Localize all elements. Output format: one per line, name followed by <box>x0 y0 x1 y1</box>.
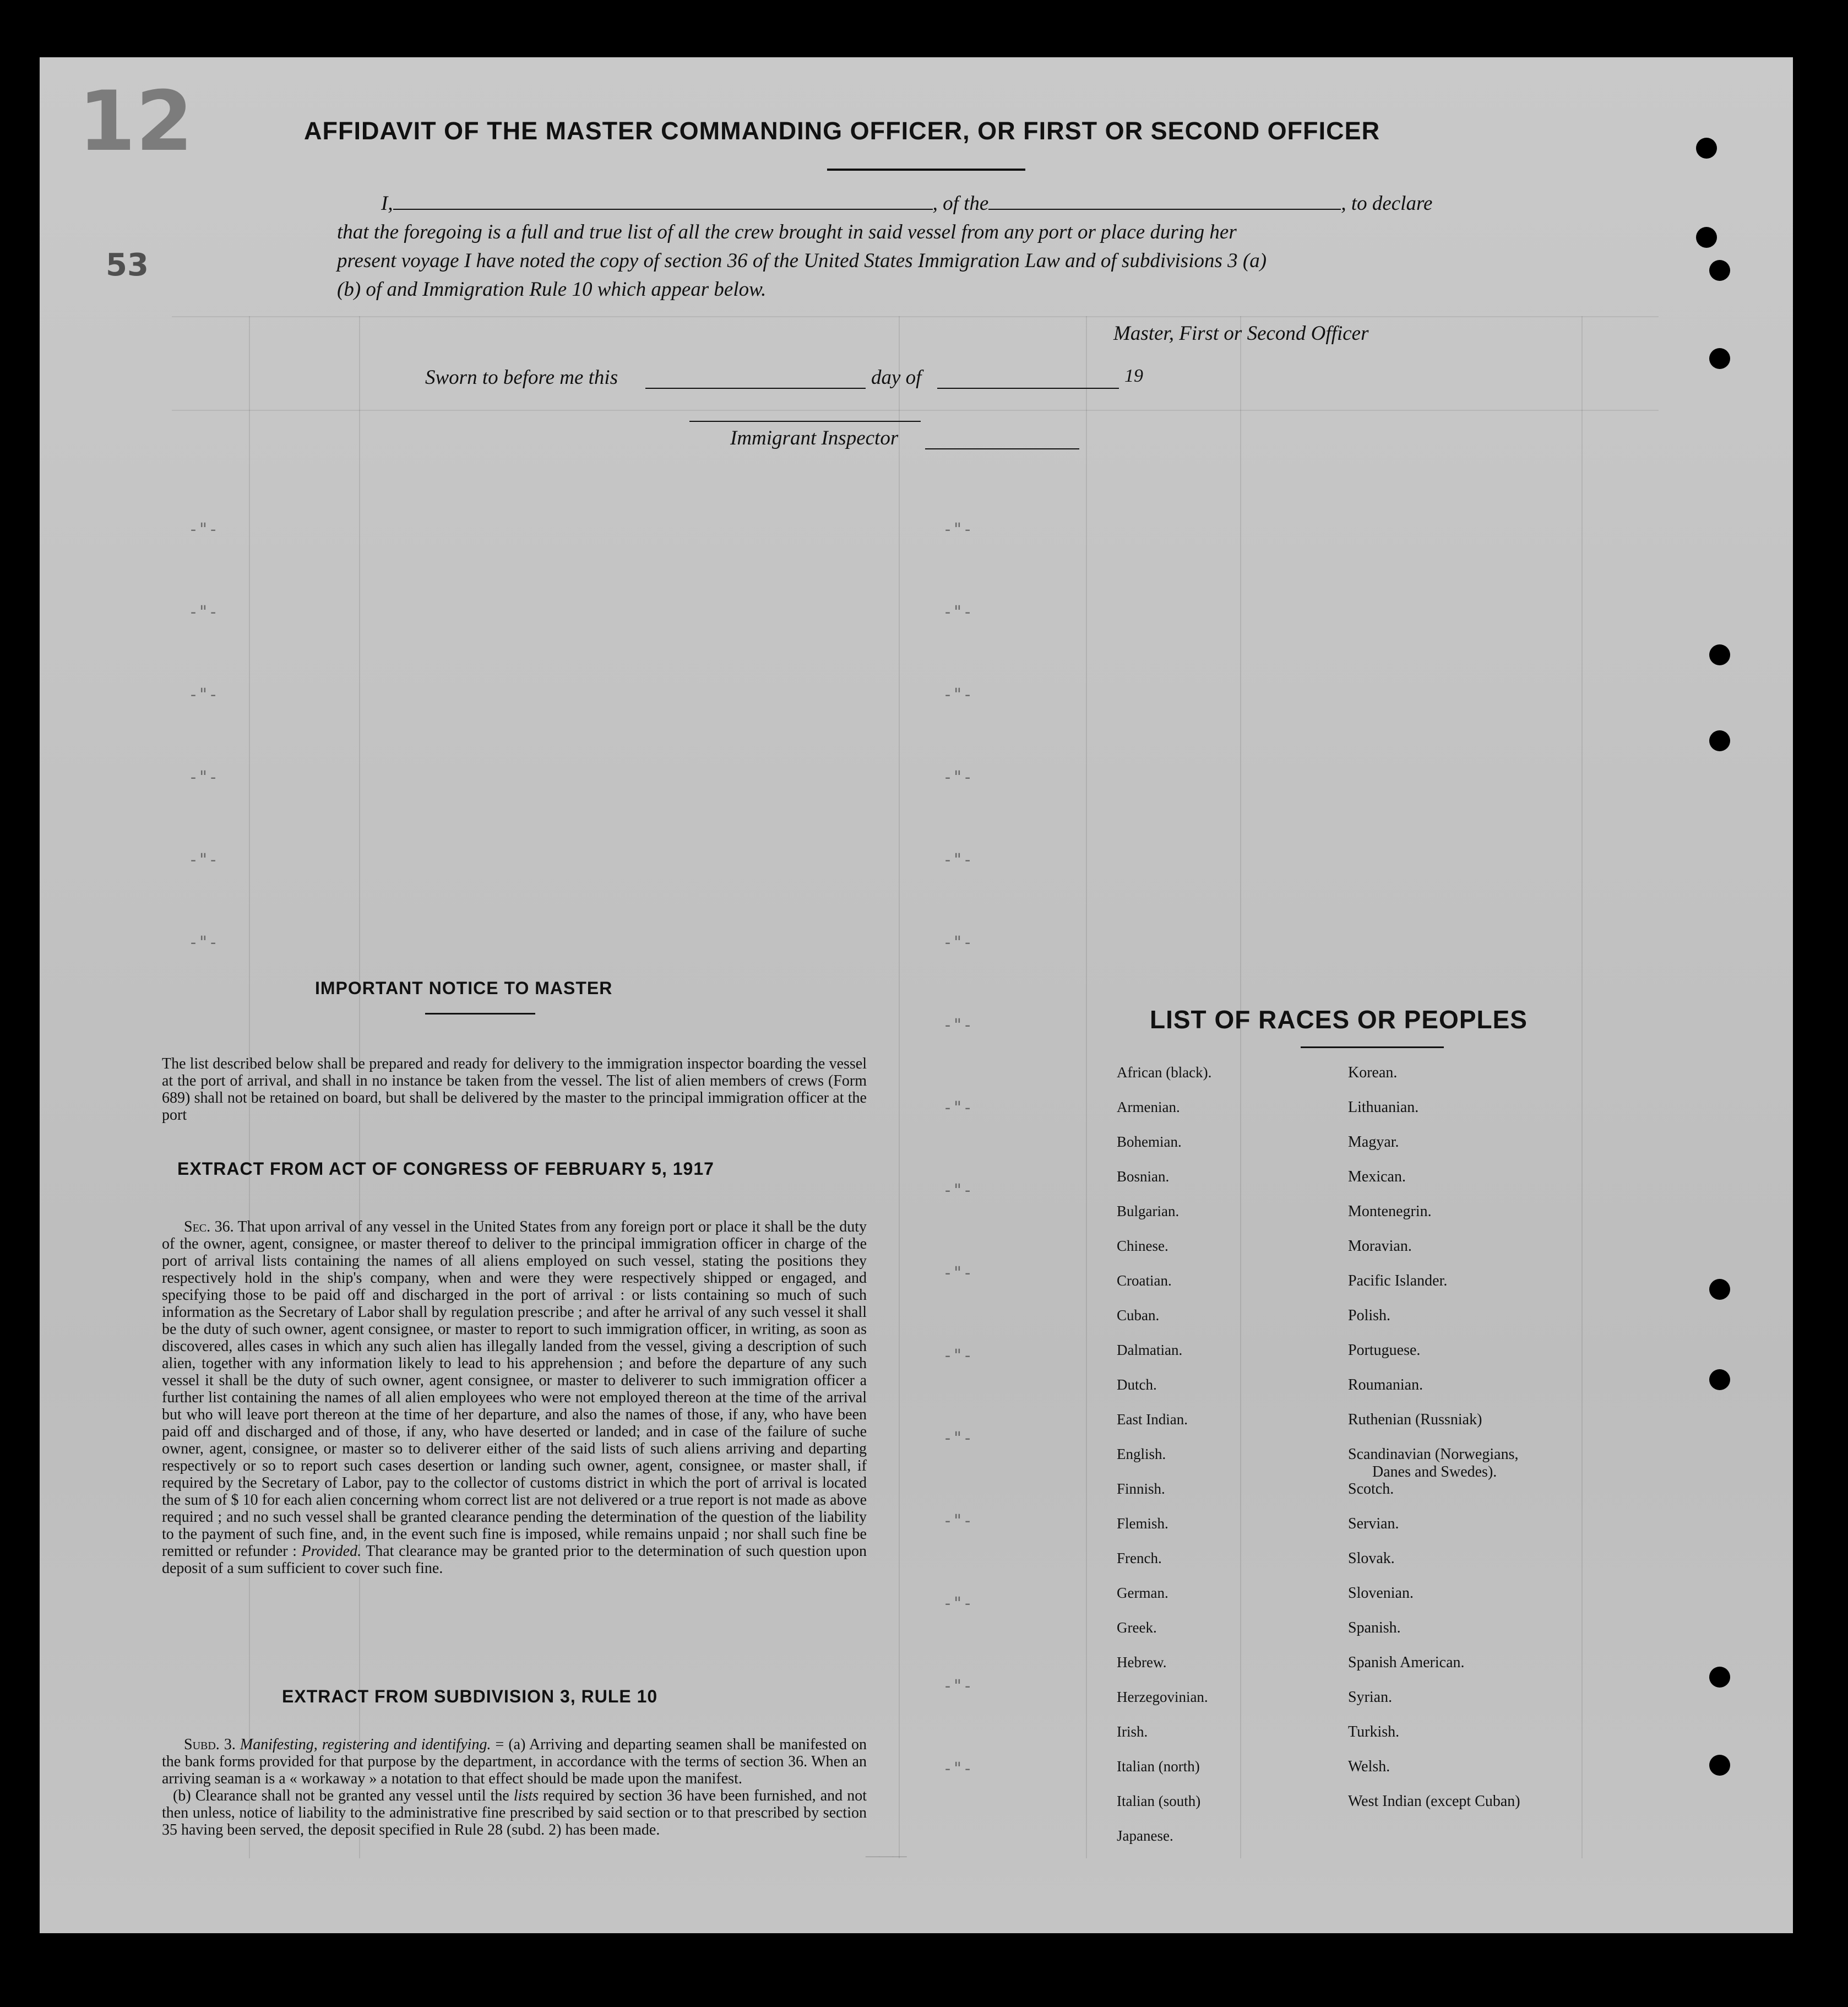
affidavit-to-declare: , to declare <box>1341 192 1433 215</box>
punch-hole <box>1709 644 1730 665</box>
bleed-rule <box>899 316 900 1858</box>
race-item: Bosnian. <box>1117 1168 1170 1185</box>
subd-label: Subd. 3. <box>184 1736 236 1753</box>
ditto-mark: -"- <box>943 1016 973 1035</box>
race-item: Pacific Islander. <box>1348 1272 1448 1289</box>
race-item: Irish. <box>1117 1723 1148 1740</box>
race-item: Slovenian. <box>1348 1585 1414 1602</box>
race-item: Chinese. <box>1117 1238 1168 1254</box>
section-text: That upon arrival of any vessel in the United States from any foreign port or place it shall be the duty of the owner, agent, consignee, or master thereof to deliver to the principal immigration officer in charge of the port of arrival lists containing the names of all aliens employed on such vessel, stating the positions they respectively hold in the ship's company, when and were they were respectively shipped or engaged, and specifying those to be paid off and discharged in the port of arrival : or lists containing so much of such information as the Secretary of Labor shall by regulation prescribe ; and after he arrival of any such vessel it shall be the duty of such owner, agent consignee, or master to report to such immigration officer, in writing, as soon as discovered, alles cases in which any such alien has illegally landed from the vessel, giving a description of such alien, together with any information likely to lead to his apprehension ; and before the departure of any such vessel it shall be the duty of such owner, agent consignee, or master to deliverer to such immigration officer a further list containing the names of all alien employees who were not employed thereon at the time of the arrival but who will leave port thereon at the time of her departure, and also the names of those, if any, who have been paid off and discharged and of those, if any, who have deserted or landed; and in case of the failure of suche owner, agent, consignee, or master so to deliverer either of the said lists of such aliens arriving and departing respectively or so to report such cases desertion or landing such owner, agent, consignee, or master shall, if required by the Secretary of Labor, pay to the collector of customs district in which the port of arrival is located the sum of $ 10 for each alien concerning whom correct list are not delivered or a true report is not made as above required ; and no such vessel shall be granted clearance pending the determination of the question of the liability to the payment of such fine, and, in the event such fine is imposed, while remains unpaid ; nor shall such fine be remitted or refunder : <box>162 1218 867 1560</box>
punch-hole <box>1696 227 1717 248</box>
subd-text-b: Clearance shall not be granted any vessel until the <box>195 1787 509 1804</box>
race-item: African (black). <box>1117 1064 1212 1081</box>
races-title: LIST OF RACES OR PEOPLES <box>1150 1005 1528 1034</box>
affidavit-title: AFFIDAVIT OF THE MASTER COMMANDING OFFICER, OR FIRST OR SECOND OFFICER <box>304 117 1380 145</box>
inspector-label: Immigrant Inspector <box>730 427 899 449</box>
race-item: Roumanian. <box>1348 1376 1423 1393</box>
bleed-rule <box>1086 316 1087 1858</box>
race-item: Spanish American. <box>1348 1654 1465 1671</box>
affidavit-line-4: (b) of and Immigration Rule 10 which appear below. <box>337 278 767 301</box>
ditto-mark: -"- <box>943 1677 973 1696</box>
subd-text-b-rest: required by section 36 have been furnished, and not then unless, notice of liability to the administrative fine prescribed by said section or to that prescribed by section 35 having been served, the deposit specified in Rule 28 (subd. 2) has been made. <box>162 1787 867 1838</box>
ditto-mark: -"- <box>943 768 973 787</box>
ditto-mark: -"- <box>943 850 973 870</box>
affidavit-of-the: , of the <box>932 192 989 215</box>
section-text-end: That clearance may be granted prior to the determination of such question upon deposit of a sum sufficient to cover such fine. <box>162 1543 867 1577</box>
race-item: Scotch. <box>1348 1480 1394 1498</box>
provided-label: Provided. <box>301 1543 362 1560</box>
ditto-mark: -"- <box>943 1759 973 1778</box>
races-underline <box>1301 1046 1444 1048</box>
race-item: Japanese. <box>1117 1827 1173 1844</box>
ditto-mark: -"- <box>943 1346 973 1365</box>
affidavit-i: I, <box>381 192 393 215</box>
race-item: Dalmatian. <box>1117 1342 1183 1358</box>
month-blank <box>937 371 1119 389</box>
race-item: Greek. <box>1117 1619 1157 1636</box>
notice-underline <box>425 1013 535 1015</box>
race-item: Servian. <box>1348 1515 1399 1532</box>
manifest-back-page <box>40 57 1793 1933</box>
race-item: Turkish. <box>1348 1723 1400 1740</box>
ditto-mark: -"- <box>188 933 219 952</box>
ditto-mark: -"- <box>188 850 219 870</box>
bleed-footer: ——— <box>866 1847 907 1864</box>
sworn-day-blank <box>645 371 866 389</box>
race-item: German. <box>1117 1585 1168 1601</box>
affidavit-line-2: that the foregoing is a full and true list of all the crew brought in said vessel from any port or place during her <box>337 221 1237 243</box>
race-item: Flemish. <box>1117 1515 1168 1532</box>
ditto-mark: -"- <box>943 1098 973 1118</box>
race-item: Spanish. <box>1348 1619 1401 1636</box>
race-item: Herzegovinian. <box>1117 1689 1208 1705</box>
inspector-blank <box>925 432 1079 449</box>
title-underline <box>827 169 1025 171</box>
inspector-blank-upper <box>689 404 921 422</box>
act-extract-text <box>162 1218 867 1577</box>
race-item: Cuban. <box>1117 1307 1160 1323</box>
notice-text: The list described below shall be prepared and ready for delivery to the immigration inspector boarding the vessel at the port of arrival, and shall in no instance be taken from the vessel. The list of alien members of crews (Form 689) shall not be retained on board, but shall be delivered by the master to the principal immigration officer at the port <box>162 1055 867 1124</box>
rule-extract-title: EXTRACT FROM SUBDIVISION 3, RULE 10 <box>282 1686 658 1706</box>
punch-hole <box>1709 348 1730 369</box>
punch-hole <box>1709 1667 1730 1688</box>
affidavit-line-1 <box>337 189 1504 218</box>
punch-hole <box>1709 730 1730 751</box>
affidavit-line-3: present voyage I have noted the copy of section 36 of the United States Immigration Law and of subdivisions 3 (a) <box>337 249 1267 272</box>
ditto-mark: -"- <box>188 520 219 539</box>
punch-hole <box>1709 1369 1730 1390</box>
race-item: Italian (north) <box>1117 1758 1200 1775</box>
sworn-label: Sworn to before me this <box>425 366 618 389</box>
race-item: Armenian. <box>1117 1099 1180 1115</box>
punch-hole <box>1696 138 1717 159</box>
signature-label: Master, First or Second Officer <box>1113 322 1369 345</box>
punch-hole <box>1709 1755 1730 1776</box>
ditto-mark: -"- <box>943 1594 973 1613</box>
race-item: Syrian. <box>1348 1689 1393 1706</box>
race-item: Polish. <box>1348 1307 1391 1324</box>
punch-hole <box>1709 1279 1730 1300</box>
ditto-mark: -"- <box>943 603 973 622</box>
race-item: Korean. <box>1348 1064 1398 1081</box>
bleed-rule <box>172 316 1659 317</box>
act-extract-title: EXTRACT FROM ACT OF CONGRESS OF FEBRUARY 5, 1917 <box>177 1159 714 1179</box>
subd-b-label: (b) <box>173 1787 191 1804</box>
race-item: Hebrew. <box>1117 1654 1167 1670</box>
subd-heading: Manifesting, registering and identifying. <box>240 1736 491 1753</box>
race-item: Montenegrin. <box>1348 1203 1432 1220</box>
ditto-mark: -"- <box>943 520 973 539</box>
ditto-mark: -"- <box>943 933 973 952</box>
ditto-mark: -"- <box>188 768 219 787</box>
ditto-mark: -"- <box>943 1263 973 1283</box>
bleed-rule <box>1240 316 1241 1858</box>
race-item: Finnish. <box>1117 1480 1165 1497</box>
race-item: Slovak. <box>1348 1550 1395 1567</box>
race-item: Portuguese. <box>1348 1342 1421 1359</box>
race-item: Bohemian. <box>1117 1133 1182 1150</box>
ditto-mark: -"- <box>943 1511 973 1531</box>
subd-lists: lists <box>513 1787 539 1804</box>
vessel-blank <box>988 192 1341 210</box>
race-item: Ruthenian (Russniak) <box>1348 1411 1482 1428</box>
bleed-rule <box>1581 316 1583 1858</box>
page-number-small: 53 <box>106 247 149 283</box>
rule-extract-text <box>162 1736 867 1838</box>
subd-text-a: = (a) Arriving and departing seamen shall be manifested on the bank forms provided for that purpose by the department, in accordance with the terms of section 36. When an arriving seaman is a « workaway » a notation to that effect should be made upon the manifest. <box>162 1736 867 1787</box>
race-item: English. <box>1117 1446 1166 1462</box>
race-item: Croatian. <box>1117 1272 1172 1289</box>
punch-hole <box>1709 260 1730 281</box>
race-item: Welsh. <box>1348 1758 1390 1775</box>
day-of-label: day of <box>871 366 922 389</box>
ditto-mark: -"- <box>943 685 973 704</box>
ditto-mark: -"- <box>943 1181 973 1200</box>
name-blank <box>393 192 933 210</box>
race-item: East Indian. <box>1117 1411 1188 1428</box>
race-item: Bulgarian. <box>1117 1203 1180 1219</box>
year-prefix: 19 <box>1124 366 1143 386</box>
race-item: Danes and Swedes). <box>1372 1463 1497 1480</box>
page-number-large: 12 <box>78 74 193 170</box>
race-item: West Indian (except Cuban) <box>1348 1793 1520 1810</box>
section-label: Sec. 36. <box>184 1218 234 1235</box>
race-item: Lithuanian. <box>1348 1099 1419 1116</box>
race-item: Dutch. <box>1117 1376 1157 1393</box>
race-item: Moravian. <box>1348 1238 1412 1255</box>
ditto-mark: -"- <box>188 603 219 622</box>
race-item: French. <box>1117 1550 1162 1566</box>
race-item: Magyar. <box>1348 1133 1399 1151</box>
race-item: Italian (south) <box>1117 1793 1201 1809</box>
race-item: Scandinavian (Norwegians, <box>1348 1446 1519 1463</box>
race-item: Mexican. <box>1348 1168 1406 1185</box>
ditto-mark: -"- <box>188 685 219 704</box>
ditto-mark: -"- <box>943 1429 973 1448</box>
notice-title: IMPORTANT NOTICE TO MASTER <box>315 978 613 998</box>
